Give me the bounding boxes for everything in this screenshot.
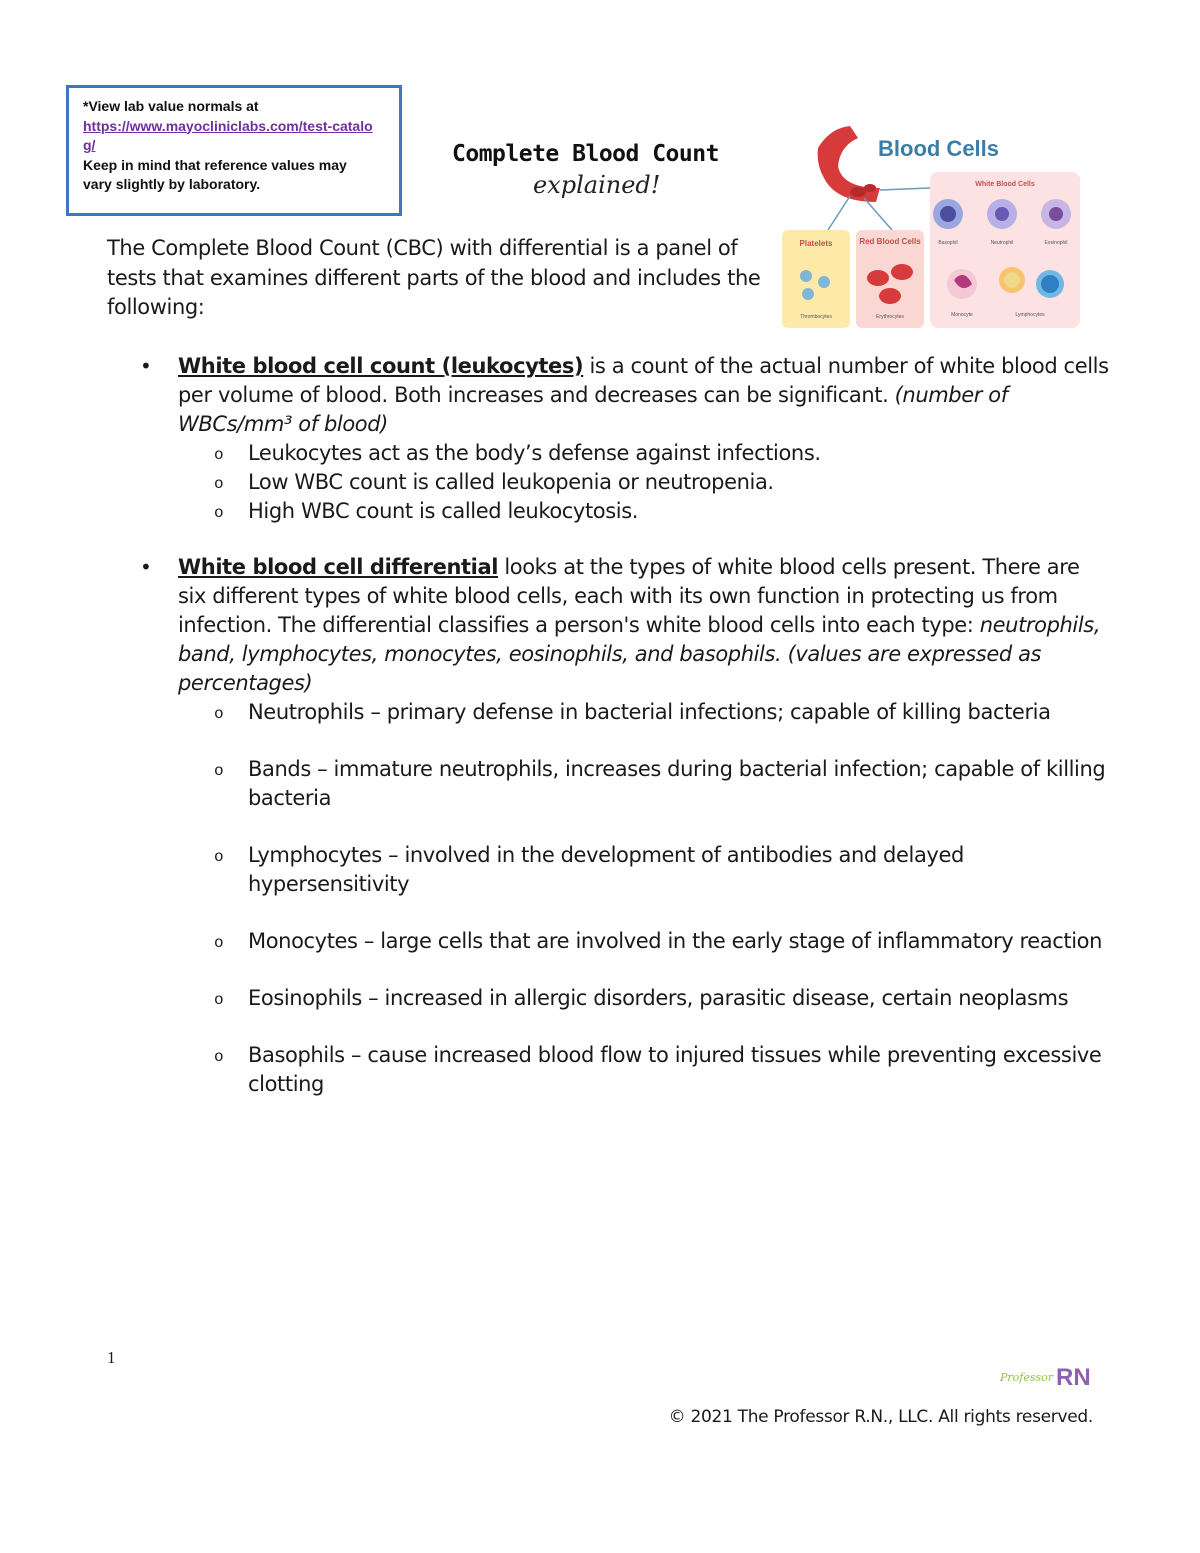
list-item: o Neutrophils – primary defense in bacterial infections; capable of killing bacteria (140, 698, 1108, 727)
circle-bullet-icon: o (214, 475, 224, 493)
blood-cells-illustration (780, 118, 1082, 332)
wbc-differential-text: looks at the types of white blood cells present. There are six different types of white blood cells, each with its own function in protecting us from infection. The differential classifies a person's white blood cells into each type: (178, 555, 1080, 637)
list-item: o Leukocytes act as the body’s defense against infections. (140, 439, 1110, 468)
wbc-count-text: is a count of the actual number of white blood cells per volume of blood. Both increases and decreases can be significant. (178, 354, 1109, 407)
svg-text:Eosinophil: Eosinophil (1044, 240, 1068, 246)
note-line-1: *View lab value normals at (83, 98, 259, 114)
list-item: o Low WBC count is called leukopenia or neutropenia. (140, 468, 1110, 497)
white-blood-cells-panel (930, 172, 1080, 328)
note-line-3: Keep in mind that reference values may vary slightly by laboratory. (83, 156, 347, 192)
list-item: o Bands – immature neutrophils, increases during bacterial infection; capable of killing bacteria (214, 757, 1106, 810)
wbc-count-note: (number of WBCs/mm³ of blood) (178, 383, 1008, 436)
copyright-notice: © 2021 The Professor R.N., LLC. All rights reserved. (668, 1407, 1093, 1427)
circle-bullet-icon: o (214, 705, 224, 723)
list-item: o High WBC count is called leukocytosis. (140, 497, 1110, 526)
bullet-dot-icon: • (140, 555, 152, 579)
list-item: o Lymphocytes – involved in the development of antibodies and delayed hypersensitivity (214, 843, 964, 896)
circle-bullet-icon: o (214, 504, 224, 522)
graphic-heading: Blood Cells (878, 136, 1000, 161)
page-title: Complete Blood Count (452, 141, 719, 167)
list-item: o Eosinophils – increased in allergic disorders, parasitic disease, certain neoplasms (140, 984, 1108, 1013)
page-number: 1 (107, 1348, 116, 1367)
wbc-differential-heading: White blood cell differential (178, 555, 499, 579)
mayo-clinic-link[interactable]: https://www.mayocliniclabs.com/test-catalog/ (83, 117, 373, 153)
wbc-count-heading: White blood cell count (leukocytes) (178, 354, 584, 378)
svg-text:Thrombocytes: Thrombocytes (800, 314, 832, 320)
svg-text:Monocyte: Monocyte (951, 312, 973, 318)
circle-bullet-icon: o (214, 762, 224, 780)
professor-rn-logo-icon (998, 1355, 1094, 1395)
list-item: o Monocytes – large cells that are involved in the early stage of inflammatory reaction (140, 927, 1108, 956)
svg-text:Basophil: Basophil (938, 240, 958, 246)
svg-text:Neutrophil: Neutrophil (990, 240, 1014, 246)
circle-bullet-icon: o (214, 848, 224, 866)
bullet-dot-icon: • (140, 354, 152, 378)
bullet-wbc-differential (140, 553, 1110, 698)
svg-text:Platelets: Platelets (799, 239, 833, 248)
svg-text:RN: RN (1056, 1364, 1091, 1391)
wbc-count-section (140, 352, 1110, 526)
wbc-types: neutrophils, band, lymphocytes, monocytes, eosinophils, and basophils. (178, 613, 1101, 666)
svg-text:White Blood Cells: White Blood Cells (975, 181, 1035, 188)
list-item: o Basophils – cause increased blood flow to injured tissues while preventing excessive clotting (214, 1043, 1102, 1096)
circle-bullet-icon: o (214, 446, 224, 464)
svg-text:Red Blood Cells: Red Blood Cells (859, 237, 921, 246)
circle-bullet-icon: o (214, 934, 224, 952)
reference-note-box (66, 85, 402, 216)
circle-bullet-icon: o (214, 991, 224, 1009)
wbc-differential-section (140, 553, 1110, 1099)
page-subtitle: explained! (533, 171, 661, 199)
intro-paragraph: The Complete Blood Count (CBC) with differential is a panel of tests that examines different parts of the blood and includes the following: (107, 236, 761, 319)
wbc-differential-note: (values are expressed as percentages) (178, 642, 1042, 695)
bullet-wbc-count (140, 352, 1110, 439)
svg-text:Erythrocytes: Erythrocytes (876, 314, 904, 320)
svg-text:Lymphocytes: Lymphocytes (1015, 312, 1045, 318)
circle-bullet-icon: o (214, 1048, 224, 1066)
svg-text:Professor: Professor (1000, 1371, 1054, 1384)
